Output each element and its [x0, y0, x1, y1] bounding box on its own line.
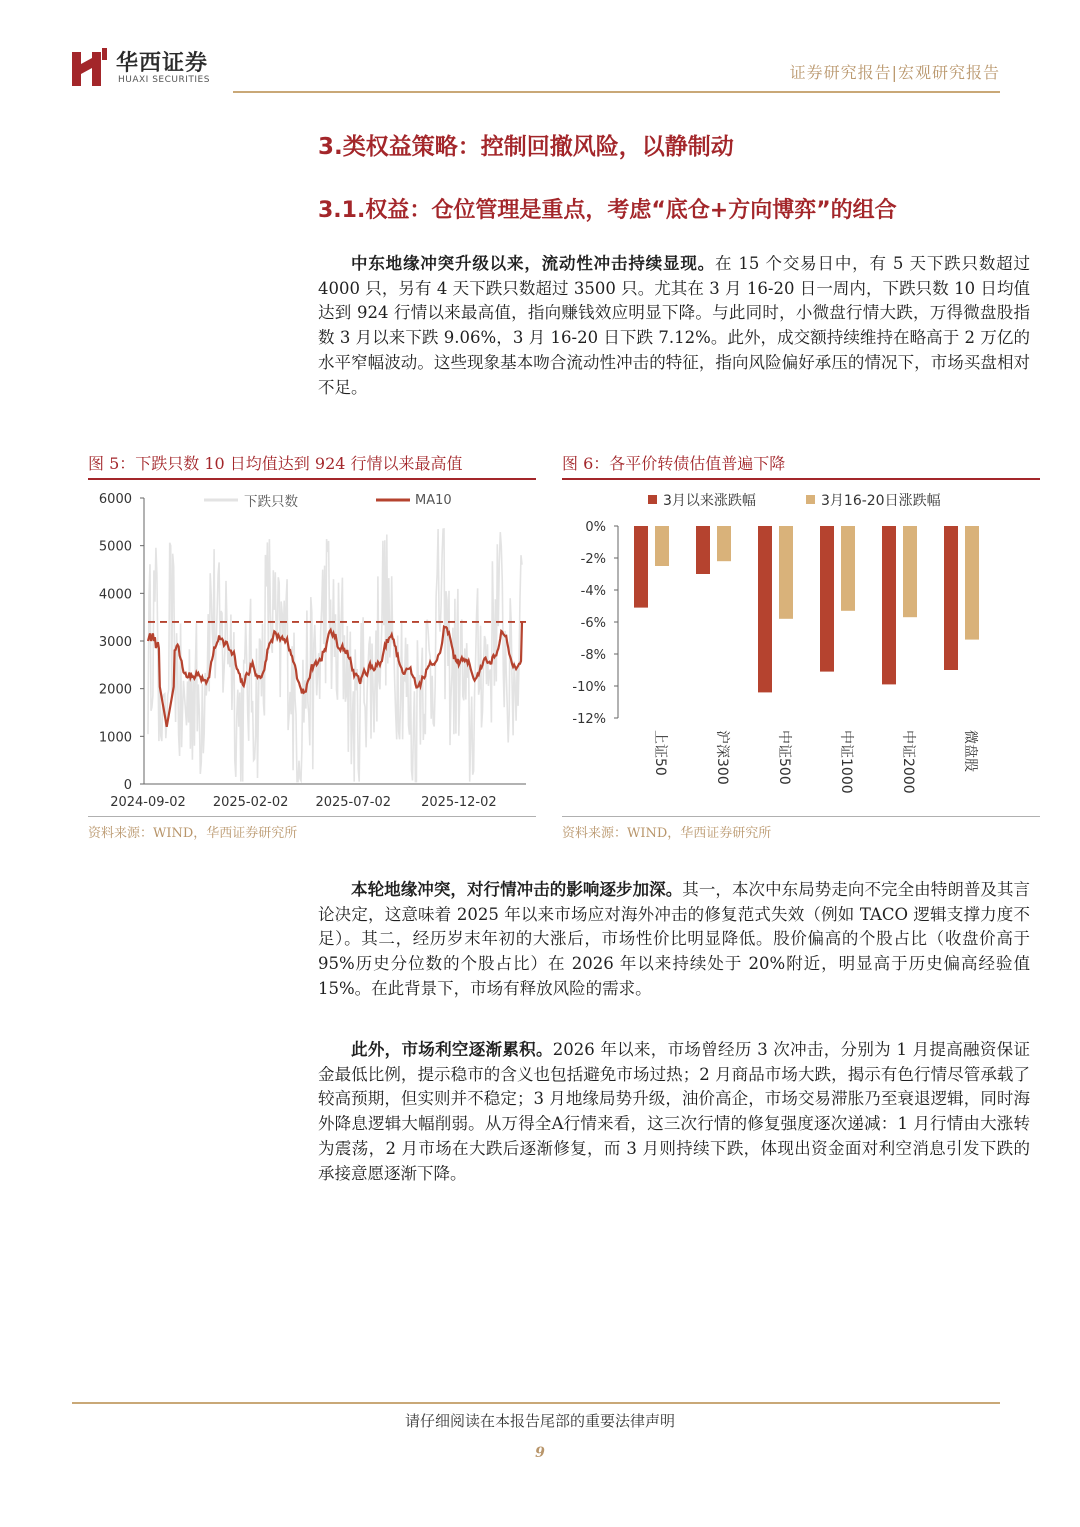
- y-tick-label: -12%: [572, 712, 606, 727]
- legend-swatch: [648, 495, 657, 504]
- report-type: 证券研究报告|宏观研究报告: [789, 63, 1000, 82]
- y-tick-label: 1000: [98, 730, 132, 746]
- paragraph-3-lead: 此外，市场利空逐渐累积。: [351, 1040, 553, 1059]
- paragraph-1-lead: 中东地缘冲突升级以来，流动性冲击持续显现。: [351, 254, 716, 273]
- y-tick-label: 6000: [98, 492, 132, 507]
- x-category-label: 沪深300: [714, 730, 730, 785]
- y-tick-label: 4000: [98, 587, 132, 603]
- bar-mar-16-20: [965, 526, 979, 640]
- legend-label: 3月以来涨跌幅: [663, 493, 756, 509]
- bar-mar-16-20: [655, 526, 669, 566]
- figure-5-bottom-rule: [88, 816, 536, 817]
- legend-swatch: [806, 495, 815, 504]
- footer-divider: [72, 1402, 1000, 1404]
- y-tick-label: -6%: [580, 616, 606, 631]
- figure-6-title: 图 6：各平价转债估值普遍下降: [562, 454, 786, 473]
- bar-since-march: [820, 526, 834, 672]
- paragraph-3: [318, 1038, 1030, 1186]
- y-tick-label: 0%: [585, 520, 606, 535]
- x-tick-label: 2025-07-02: [315, 795, 392, 810]
- bar-mar-16-20: [841, 526, 855, 611]
- x-tick-label: 2024-09-02: [110, 795, 186, 810]
- section-heading: 3.类权益策略：控制回撤风险，以静制动: [318, 134, 734, 160]
- figure-5-title: 图 5：下跌只数 10 日均值达到 924 行情以来最高值: [88, 454, 463, 473]
- figure-5-source: 资料来源：WIND，华西证券研究所: [88, 826, 298, 841]
- x-tick-label: 2025-12-02: [421, 795, 497, 810]
- bar-since-march: [944, 526, 958, 670]
- figure-6-chart: [562, 480, 1040, 815]
- legal-notice: 请仔细阅读在本报告尾部的重要法律声明: [404, 1412, 675, 1430]
- legend-label-ma10: MA10: [415, 493, 452, 508]
- bar-mar-16-20: [717, 526, 731, 561]
- y-tick-label: -8%: [580, 648, 606, 663]
- bar-since-march: [634, 526, 648, 608]
- y-tick-label: -2%: [580, 552, 606, 567]
- x-category-label: 上证50: [652, 730, 668, 776]
- brand-name-cn: 华西证券: [116, 51, 209, 76]
- x-tick-label: 2025-02-02: [212, 795, 289, 810]
- bar-mar-16-20: [779, 526, 793, 619]
- y-tick-label: -4%: [580, 584, 606, 599]
- bar-since-march: [696, 526, 710, 574]
- x-category-label: 微盘股: [962, 730, 978, 772]
- figure-5-chart: [88, 480, 536, 815]
- y-tick-label: 2000: [98, 682, 132, 698]
- x-category-label: 中证500: [776, 730, 792, 785]
- x-category-label: 中证1000: [838, 730, 854, 794]
- paragraph-2-body: 其一，本次中东局势走向不完全由特朗普及其言论决定，这意味着 2025 年以来市场应对海外冲击的修复范式失效（例如 TACO 逻辑支撑力度不足）。其二，经历岁末年初的大涨后，市场性价比明显降低。股价偏高的个股占比（收盘价高于 95%历史分位数的个股占比）在 2026 年以来持续处于 20%附近，明显高于历史偏高经验值 15%。在此背景下，市场有释放风险的需求。: [318, 880, 1030, 998]
- legend-label: 3月16-20日涨跌幅: [821, 493, 941, 509]
- subsection-heading: 3.1.权益：仓位管理是重点，考虑“底仓+方向博弈”的组合: [318, 198, 897, 223]
- legend-label-daily: 下跌只数: [244, 494, 298, 510]
- y-tick-label: 5000: [98, 539, 132, 555]
- x-category-label: 中证2000: [900, 730, 916, 794]
- paragraph-2-lead: 本轮地缘冲突，对行情冲击的影响逐步加深。: [351, 880, 683, 899]
- y-tick-label: 3000: [98, 635, 132, 650]
- bar-since-march: [758, 526, 772, 692]
- bar-since-march: [882, 526, 896, 684]
- paragraph-1-body: 在 15 个交易日中，有 5 天下跌只数超过 4000 只，另有 4 天下跌只数超过 3500 只。尤其在 3 月 16-20 日一周内，下跌只数 10 日均值达到 924 行情以来最高值，指向赚钱效应明显下降。与此同时，小微盘行情大跌，万得微盘股指数 3 月以来下跌 9.06%，3 月 16-20 日下跌 7.12%。此外，成交额持续维持在略高于 2 万亿的水平窄幅波动。这些现象基本吻合流动性冲击的特征，指向风险偏好承压的情况下，市场买盘相对不足。: [318, 254, 1030, 397]
- paragraph-1: [318, 252, 1030, 400]
- brand-name-en: HUAXI SECURITIES: [118, 75, 210, 85]
- header-divider: [233, 91, 1000, 93]
- paragraph-3-body: 2026 年以来，市场曾经历 3 次冲击，分别为 1 月提高融资保证金最低比例，提示稳市的含义也包括避免市场过热；2 月商品市场大跌，揭示有色行情尽管承载了较高预期，但实则并不稳定；3 月地缘局势升级，油价高企，市场交易滞胀乃至衰退逻辑，同时海外降息逻辑大幅削弱。从万得全A行情来看，这三次行情的修复强度逐次递减：1 月行情由大涨转为震荡，2 月市场在大跌后逐渐修复，而 3 月则持续下跌，体现出资金面对利空消息引发下跌的承接意愿逐渐下降。: [318, 1040, 1030, 1183]
- huaxi-logo-icon: [72, 48, 108, 86]
- y-tick-label: 0: [123, 778, 132, 793]
- figure-6-source: 资料来源：WIND，华西证券研究所: [562, 826, 772, 841]
- figure-6-bottom-rule: [562, 816, 1040, 817]
- bar-mar-16-20: [903, 526, 917, 617]
- paragraph-2: [318, 878, 1030, 1002]
- y-tick-label: -10%: [572, 680, 606, 695]
- page-number: 9: [535, 1445, 545, 1461]
- series-daily-declines: [148, 529, 522, 782]
